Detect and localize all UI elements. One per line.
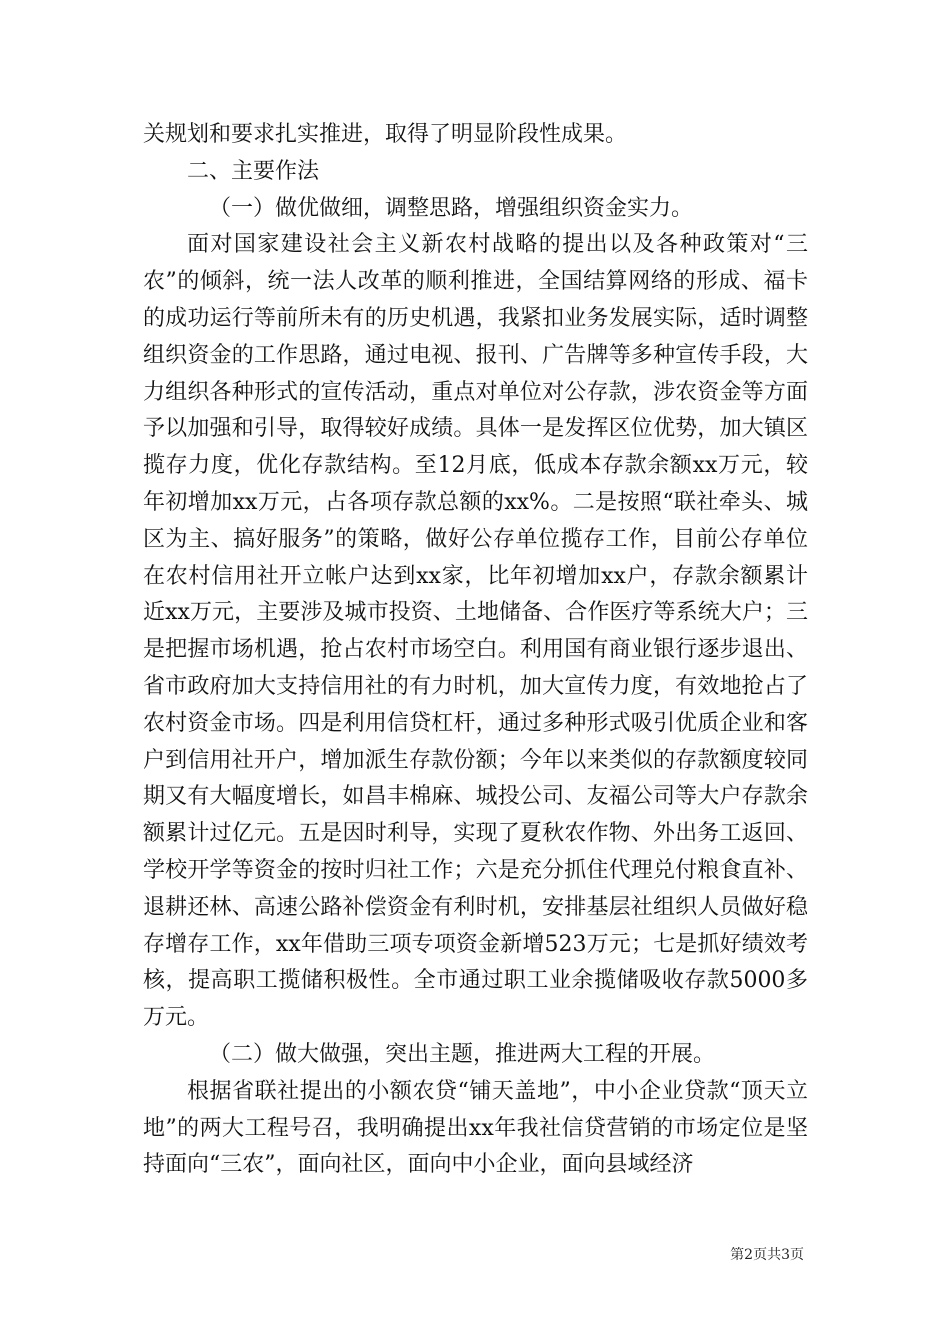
page-number-footer: 第2页共3页 xyxy=(730,1247,804,1263)
subsection-heading-2: （二）做大做强，突出主题，推进两大工程的开展。 xyxy=(209,1041,716,1067)
paragraph-body-1: 面对国家建设社会主义新农村战略的提出以及各种政策对“三农”的倾斜，统一法人改革的顺利推进，全国结算网络的形成、福卡的成功运行等前所未有的历史机遇，我紧扣业务发展实际，适时调整组织资金的工作思路，通过电视、报刊、广告牌等多种宣传手段，大力组织各种形式的宣传活动，重点对单位对公存款，涉农资金等方面予以加强和引导，取得较好成绩。具体一是发挥区位优势，加大镇区揽存力度，优化存款结构。至12月底，低成本存款余额xx万元，较年初增加xx万元，占各项存款总额的xx%。二是按照“联社牵头、城区为主、搞好服务”的策略，做好公存单位揽存工作，目前公存单位在农村信用社开立帐户达到xx家，比年初增加xx户，存款余额累计近xx万元，主要涉及城市投资、土地储备、合作医疗等系统大户；三是把握市场机遇，抢占农村市场空白。利用国有商业银行逐步退出、省市政府加大支持信用社的有力时机，加大宣传力度，有效地抢占了农村资金市场。四是利用信贷杠杆，通过多种形式吸引优质企业和客户到信用社开户，增加派生存款份额；今年以来类似的存款额度较同期又有大幅度增长，如昌丰棉麻、城投公司、友福公司等大户存款余额累计过亿元。五是因时利导，实现了夏秋农作物、外出务工返回、学校开学等资金的按时归社工作；六是充分抓住代理兑付粮食直补、退耕还林、高速公路补偿资金有利时机，安排基层社组织人员做好稳存增存工作，xx年借助三项专项资金新增523万元；七是抓好绩效考核，提高职工揽储积极性。全市通过职工业余揽储吸收存款5000多万元。 xyxy=(143,232,808,1031)
document-body xyxy=(143,117,808,1184)
subsection-heading-1: （一）做优做细，调整思路，增强组织资金实力。 xyxy=(209,195,694,221)
paragraph-body-2: 根据省联社提出的小额农贷“铺天盖地”，中小企业贷款“顶天立地”的两大工程号召，我明确提出xx年我社信贷营销的市场定位是坚持面向“三农”，面向社区，面向中小企业，面向县域经济 xyxy=(143,1078,808,1178)
paragraph-continuation: 关规划和要求扎实推进，取得了明显阶段性成果。 xyxy=(143,122,628,147)
section-heading: 二、主要作法 xyxy=(187,158,320,184)
